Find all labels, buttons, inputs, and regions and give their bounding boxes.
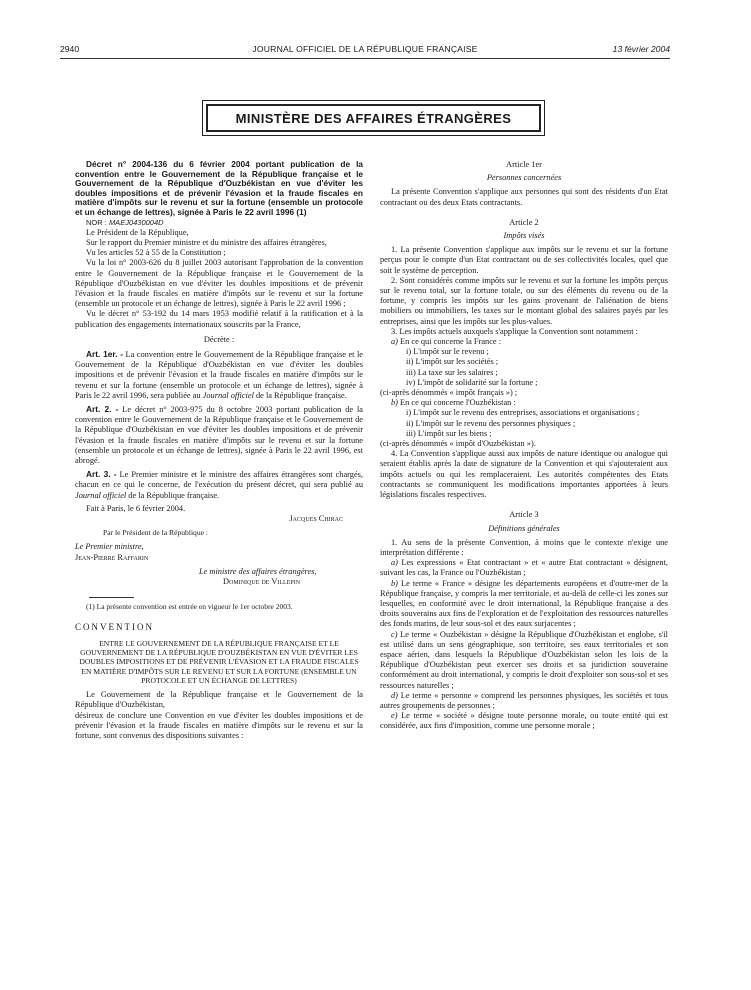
article-3-jo: Journal officiel	[75, 490, 127, 500]
article-3-paragraph-1: 1. Au sens de la présente Convention, à moins que le contexte n'exige une interprétation différente :	[380, 537, 668, 557]
definition-c-text: Le terme « Ouzbékistan » désigne la République d'Ouzbékistan et englobe, s'il est utilisé dans un sens géographique, son territoire, ses eaux territoriales et son espace aérien, dans lesquels la République d'Ouzbékistan selon les lois de la République d'Ouzbékistan peut exercer ses droits et sa juridiction souveraine conformément au droit international, y compris le droit d'exploiter son sous-sol et ses ressources naturelles ;	[380, 629, 668, 690]
nor-code: MAEJ0430004D	[108, 217, 164, 227]
list-a-iv: iv) L'impôt de solidarité sur la fortune ;	[406, 377, 538, 387]
list-b-ii: ii) L'impôt sur le revenu des personnes physiques ;	[406, 418, 576, 428]
footnote-rule	[89, 597, 134, 598]
paragraph-vu-loi: Vu la loi n° 2003-626 du 8 juillet 2003 autorisant l'approbation de la convention entre le Gouvernement de la République française et le Gouvernement de la République d'Ouzbékistan en vue d'éviter les doubles impositions et de prévenir l'évasion et la fraude fiscales en matière d'impôts sur le revenu et sur la fortune (ensemble un protocole et un échange de lettres), signée à Paris le 22 avril 1996 ;	[75, 258, 363, 309]
pm-title: Le Premier ministre,	[75, 542, 144, 552]
list-b-i: i) L'impôt sur le revenu des entreprises, associations et organisations ;	[406, 408, 640, 418]
article-2-heading: Article 2	[509, 217, 539, 227]
convention-preamble-1: Le Gouvernement de la République française et le Gouvernement de la République d'Ouzbékistan,	[75, 690, 363, 710]
definition-a-label: a)	[391, 558, 398, 568]
article-2-paragraph-4: 4. La Convention s'applique aussi aux impôts de nature identique ou analogue qui seraient établis après la date de signature de la Convention et qui s'ajouteraient aux impôts actuels ou qui les remplaceraient. Les autorités compétentes des Etats contractants se communiquent les modifications importantes apportées à leurs législations fiscales respectives.	[380, 449, 668, 500]
list-a-note: (ci-après dénommés « impôt français ») ;	[380, 388, 518, 398]
article-1	[75, 349, 363, 401]
definition-e	[380, 711, 668, 731]
footnote: (1) La présente convention est entrée en vigueur le 1er octobre 2003.	[86, 602, 293, 612]
signature-president: Jacques Chirac	[289, 514, 343, 524]
paragraph-vu-decret: Vu le décret n° 53-192 du 14 mars 1953 modifié relatif à la ratification et à la publication des engagements internationaux souscrits par la France,	[75, 309, 363, 329]
definition-a-text: Les expressions « Etat contractant » et « autre Etat contractant » désignent, suivant les cas, la France ou l'Ouzbékistan ;	[380, 558, 668, 578]
list-b-text: En ce qui concerne l'Ouzbékistan :	[397, 398, 516, 408]
mae-name: Dominique de Villepin	[223, 577, 301, 587]
nor-label: NOR :	[86, 217, 107, 227]
definition-c-label: c)	[391, 629, 398, 639]
convention-preamble-2: désireux de conclure une Convention en vue d'éviter les doubles impositions et de prévenir l'évasion et la fraude fiscales en matière d'impôts sur le revenu et sur la fortune, sont convenus des dispositions suivantes :	[75, 710, 363, 740]
article-3	[75, 469, 363, 501]
list-a-ii: ii) L'impôt sur les sociétés ;	[406, 357, 499, 367]
article-1-end: de la République française.	[253, 390, 347, 400]
page-header	[60, 44, 670, 58]
definition-c	[380, 630, 668, 691]
article-2-paragraph-3: 3. Les impôts actuels auxquels s'applique la Convention sont notamment :	[391, 326, 638, 336]
definition-b	[380, 579, 668, 630]
list-a-iii: iii) La taxe sur les salaires ;	[406, 367, 498, 377]
nor-reference	[75, 218, 363, 228]
list-b-label: b)	[391, 398, 398, 408]
article-3-text: Le Premier ministre et le ministre des affaires étrangères sont chargés, chacun en ce qui le concerne, de l'exécution du présent décret, qui sera publié au	[75, 470, 363, 490]
list-b-iii: iii) L'impôt sur les biens ;	[406, 428, 492, 438]
article-1-subtitle: Personnes concernées	[486, 173, 562, 183]
article-3-label: Art. 3. -	[86, 469, 117, 480]
convention-parties: ENTRE LE GOUVERNEMENT DE LA RÉPUBLIQUE FRANÇAISE ET LE GOUVERNEMENT DE LA RÉPUBLIQUE D'OUZBÉKISTAN EN VUE D'ÉVITER LES DOUBLES IMPOSITIONS ET DE PRÉVENIR L'ÉVASION ET LA FRAUDE FISCALES EN MATIÈRE D'IMPÔTS SUR LE REVENU ET SUR LA FORTUNE (ENSEMBLE UN PROTOCOLE ET UN ÉCHANGE DE LETTRES)	[79, 638, 359, 685]
paragraph-rapport: Sur le rapport du Premier ministre et du ministre des affaires étrangères,	[86, 237, 327, 247]
right-column	[380, 160, 668, 732]
article-2-paragraph-2: 2. Sont considérés comme impôts sur le revenu et sur la fortune les impôts perçus sur le revenu total, sur la fortune totale, ou sur des éléments du revenu ou de la fortune, y compris les impôts sur les gains provenant de l'aliénation de biens mobiliers ou immobiliers, les taxes sur le montant global des salaires payés par les entreprises, ainsi que les impôts sur les plus-values.	[380, 275, 668, 326]
pm-name: Jean-Pierre Raffarin	[75, 552, 149, 562]
article-2-paragraph-1: 1. La présente Convention s'applique aux impôts sur le revenu et sur la fortune perçus pour le compte d'un Etat contractant ou de ses collectivités locales, quel que soit le système de perception.	[380, 245, 668, 275]
definition-e-text: Le terme « société » désigne toute personne morale, ou toute entité qui est considérée, aux fins d'imposition, comme une personne morale ;	[380, 711, 668, 731]
decree-title: Décret n° 2004-136 du 6 février 2004 portant publication de la convention entre le Gouvernement de la République française et le Gouvernement de la République d'Ouzbékistan en vue d'éviter les doubles impositions et de prévenir l'évasion et la fraude fiscales en matière d'impôts sur le revenu et sur la fortune (ensemble un protocole et un échange de lettres), signée à Paris le 22 avril 1996 (1)	[75, 159, 363, 217]
list-a-i: i) L'impôt sur le revenu ;	[406, 347, 489, 357]
par-le-president: Par le Président de la République :	[103, 528, 209, 538]
article-3-end: de la République française.	[126, 490, 220, 500]
page-number: 2940	[60, 44, 80, 54]
convention-heading: CONVENTION	[75, 622, 154, 633]
list-a-label: a)	[391, 337, 398, 347]
article-1-jo: Journal officiel	[202, 390, 254, 400]
article-1-heading: Article 1er	[506, 160, 542, 169]
definition-b-text: Le terme « France » désigne les départements européens et d'outre-mer de la République française, y compris la mer territoriale, et au-delà de celle-ci les zones sur lesquelles, en conformité avec le droit international, la République française a des droits souverains aux fins de l'exploration et de l'exploitation des ressources naturelles des fonds marins, de leur sous-sol et des eaux surjacentes ;	[380, 578, 668, 629]
left-column	[75, 160, 363, 741]
journal-title: JOURNAL OFFICIEL DE LA RÉPUBLIQUE FRANÇAISE	[252, 44, 478, 54]
article-2	[75, 404, 363, 466]
list-b-note: (ci-après dénommés « impôt d'Ouzbékistan »).	[380, 439, 536, 449]
definition-b-label: b)	[391, 578, 398, 588]
fait-a-paris: Fait à Paris, le 6 février 2004.	[86, 503, 186, 513]
issue-date: 13 février 2004	[612, 44, 670, 54]
definition-e-label: e)	[391, 711, 398, 721]
article-2-subtitle: Impôts visés	[503, 231, 545, 241]
definition-d-label: d)	[391, 690, 398, 700]
definition-a	[380, 558, 668, 578]
ministry-heading: MINISTÈRE DES AFFAIRES ÉTRANGÈRES	[206, 104, 541, 132]
list-a	[380, 337, 668, 347]
article-3-subtitle: Définitions générales	[488, 523, 560, 533]
article-2-label: Art. 2. -	[86, 404, 119, 415]
decrete-heading: Décrète :	[203, 334, 235, 344]
definition-d	[380, 691, 668, 711]
article-1-text: La convention entre le Gouvernement de la République française et le Gouvernement de la République d'Ouzbékistan en vue d'éviter les doubles impositions et de prévenir l'évasion et la fraude fiscales en matière d'impôts sur le revenu et sur la fortune (ensemble un protocole et un échange de lettres), signée à Paris le 22 avril 1996, sera publiée au	[75, 350, 364, 400]
header-rule	[60, 58, 670, 59]
list-b	[380, 398, 668, 408]
paragraph-president: Le Président de la République,	[86, 227, 189, 237]
article-2-text: Le décret n° 2003-975 du 8 octobre 2003 portant publication de la convention entre le Gouvernement de la République française et le Gouvernement de la République d'Ouzbékistan en vue d'éviter les doubles impositions et de prévenir l'évasion et la fraude fiscales en matière d'impôts sur le revenu et sur la fortune (ensemble un protocole et un échange de lettres), signée à Paris le 22 avril 1996, est abrogé.	[75, 405, 363, 466]
list-a-text: En ce qui concerne la France :	[397, 337, 502, 347]
article-1-paragraph: La présente Convention s'applique aux personnes qui sont des résidents d'un Etat contractant ou des deux Etats contractants.	[380, 187, 668, 207]
mae-title: Le ministre des affaires étrangères,	[199, 566, 317, 576]
article-1-label: Art. 1er. -	[86, 349, 123, 359]
definition-d-text: Le terme « personne » comprend les personnes physiques, les sociétés et tous autres groupements de personnes ;	[380, 690, 668, 710]
article-3-heading: Article 3	[509, 510, 539, 520]
paragraph-vu-constitution: Vu les articles 52 à 55 de la Constitution ;	[86, 248, 226, 258]
